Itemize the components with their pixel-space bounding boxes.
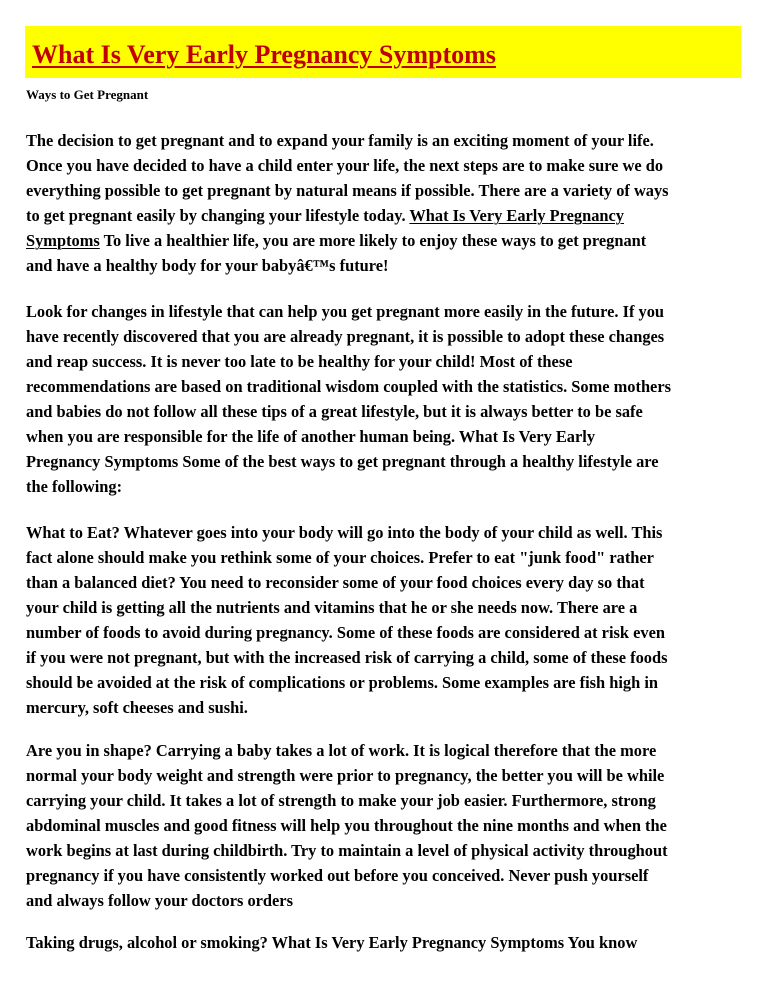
text-line: Once you have decided to have a child enter your life, the next steps are to make sure we do xyxy=(26,156,664,175)
paragraph-in-shape xyxy=(26,738,742,913)
text-line: if you were not pregnant, but with the increased risk of carrying a child, some of these foods xyxy=(26,648,668,667)
text-line: mercury, soft cheeses and sushi. xyxy=(26,698,248,717)
page-title[interactable]: What Is Very Early Pregnancy Symptoms xyxy=(32,40,496,69)
text-line: Are you in shape? Carrying a baby takes a lot of work. It is logical therefore that the more xyxy=(26,741,657,760)
text-line: pregnancy if you have consistently worked out before you conceived. Never push yourself xyxy=(26,866,649,885)
text-line: your child is getting all the nutrients and vitamins that he or she needs now. There are a xyxy=(26,598,638,617)
text-line xyxy=(26,203,742,228)
text-line: should be avoided at the risk of complications or problems. Some examples are fish high in xyxy=(26,673,658,692)
paragraph-lifestyle xyxy=(26,299,742,499)
text-line: and babies do not follow all these tips of a great lifestyle, but it is always better to be safe xyxy=(26,402,643,421)
text-line: and have a healthy body for your babyâ€™s future! xyxy=(26,256,389,275)
text-line: everything possible to get pregnant by natural means if possible. There are a variety of ways xyxy=(26,181,669,200)
text-line: work begins at last during childbirth. Try to maintain a level of physical activity throughout xyxy=(26,841,668,860)
text-line: Pregnancy Symptoms Some of the best ways to get pregnant through a healthy lifestyle are xyxy=(26,452,659,471)
paragraph-what-to-eat xyxy=(26,520,742,720)
text-line: have recently discovered that you are already pregnant, it is possible to adopt these changes xyxy=(26,327,665,346)
text-line xyxy=(26,228,742,253)
text-line: than a balanced diet? You need to reconsider some of your food choices every day so that xyxy=(26,573,645,592)
text-segment: to get pregnant easily by changing your lifestyle today. xyxy=(26,206,410,225)
article-link-continued[interactable]: Symptoms xyxy=(26,231,100,250)
text-line: Taking drugs, alcohol or smoking? What Is Very Early Pregnancy Symptoms You know xyxy=(26,933,638,952)
title-banner xyxy=(25,26,741,78)
article-link[interactable]: What Is Very Early Pregnancy xyxy=(409,206,624,225)
text-line: fact alone should make you rethink some of your choices. Prefer to eat "junk food" rather xyxy=(26,548,654,567)
text-line: carrying your child. It takes a lot of strength to make your job easier. Furthermore, strong xyxy=(26,791,656,810)
text-line: and always follow your doctors orders xyxy=(26,891,293,910)
text-line: the following: xyxy=(26,477,123,496)
text-segment: To live a healthier life, you are more likely to enjoy these ways to get pregnant xyxy=(99,231,647,250)
text-line: recommendations are based on traditional wisdom coupled with the statistics. Some mothers xyxy=(26,377,671,396)
text-line: and reap success. It is never too late to be healthy for your child! Most of these xyxy=(26,352,573,371)
text-line: Look for changes in lifestyle that can help you get pregnant more easily in the future. If you xyxy=(26,302,665,321)
paragraph-drugs xyxy=(26,930,742,955)
text-line: number of foods to avoid during pregnancy. Some of these foods are considered at risk even xyxy=(26,623,665,642)
text-line: The decision to get pregnant and to expand your family is an exciting moment of your life. xyxy=(26,131,654,150)
text-line: normal your body weight and strength were prior to pregnancy, the better you will be while xyxy=(26,766,665,785)
page-subtitle: Ways to Get Pregnant xyxy=(26,87,149,102)
text-line: What to Eat? Whatever goes into your body will go into the body of your child as well. This xyxy=(26,523,663,542)
paragraph-intro xyxy=(26,128,742,278)
text-line: when you are responsible for the life of another human being. What Is Very Early xyxy=(26,427,596,446)
text-line: abdominal muscles and good fitness will help you throughout the nine months and when the xyxy=(26,816,667,835)
